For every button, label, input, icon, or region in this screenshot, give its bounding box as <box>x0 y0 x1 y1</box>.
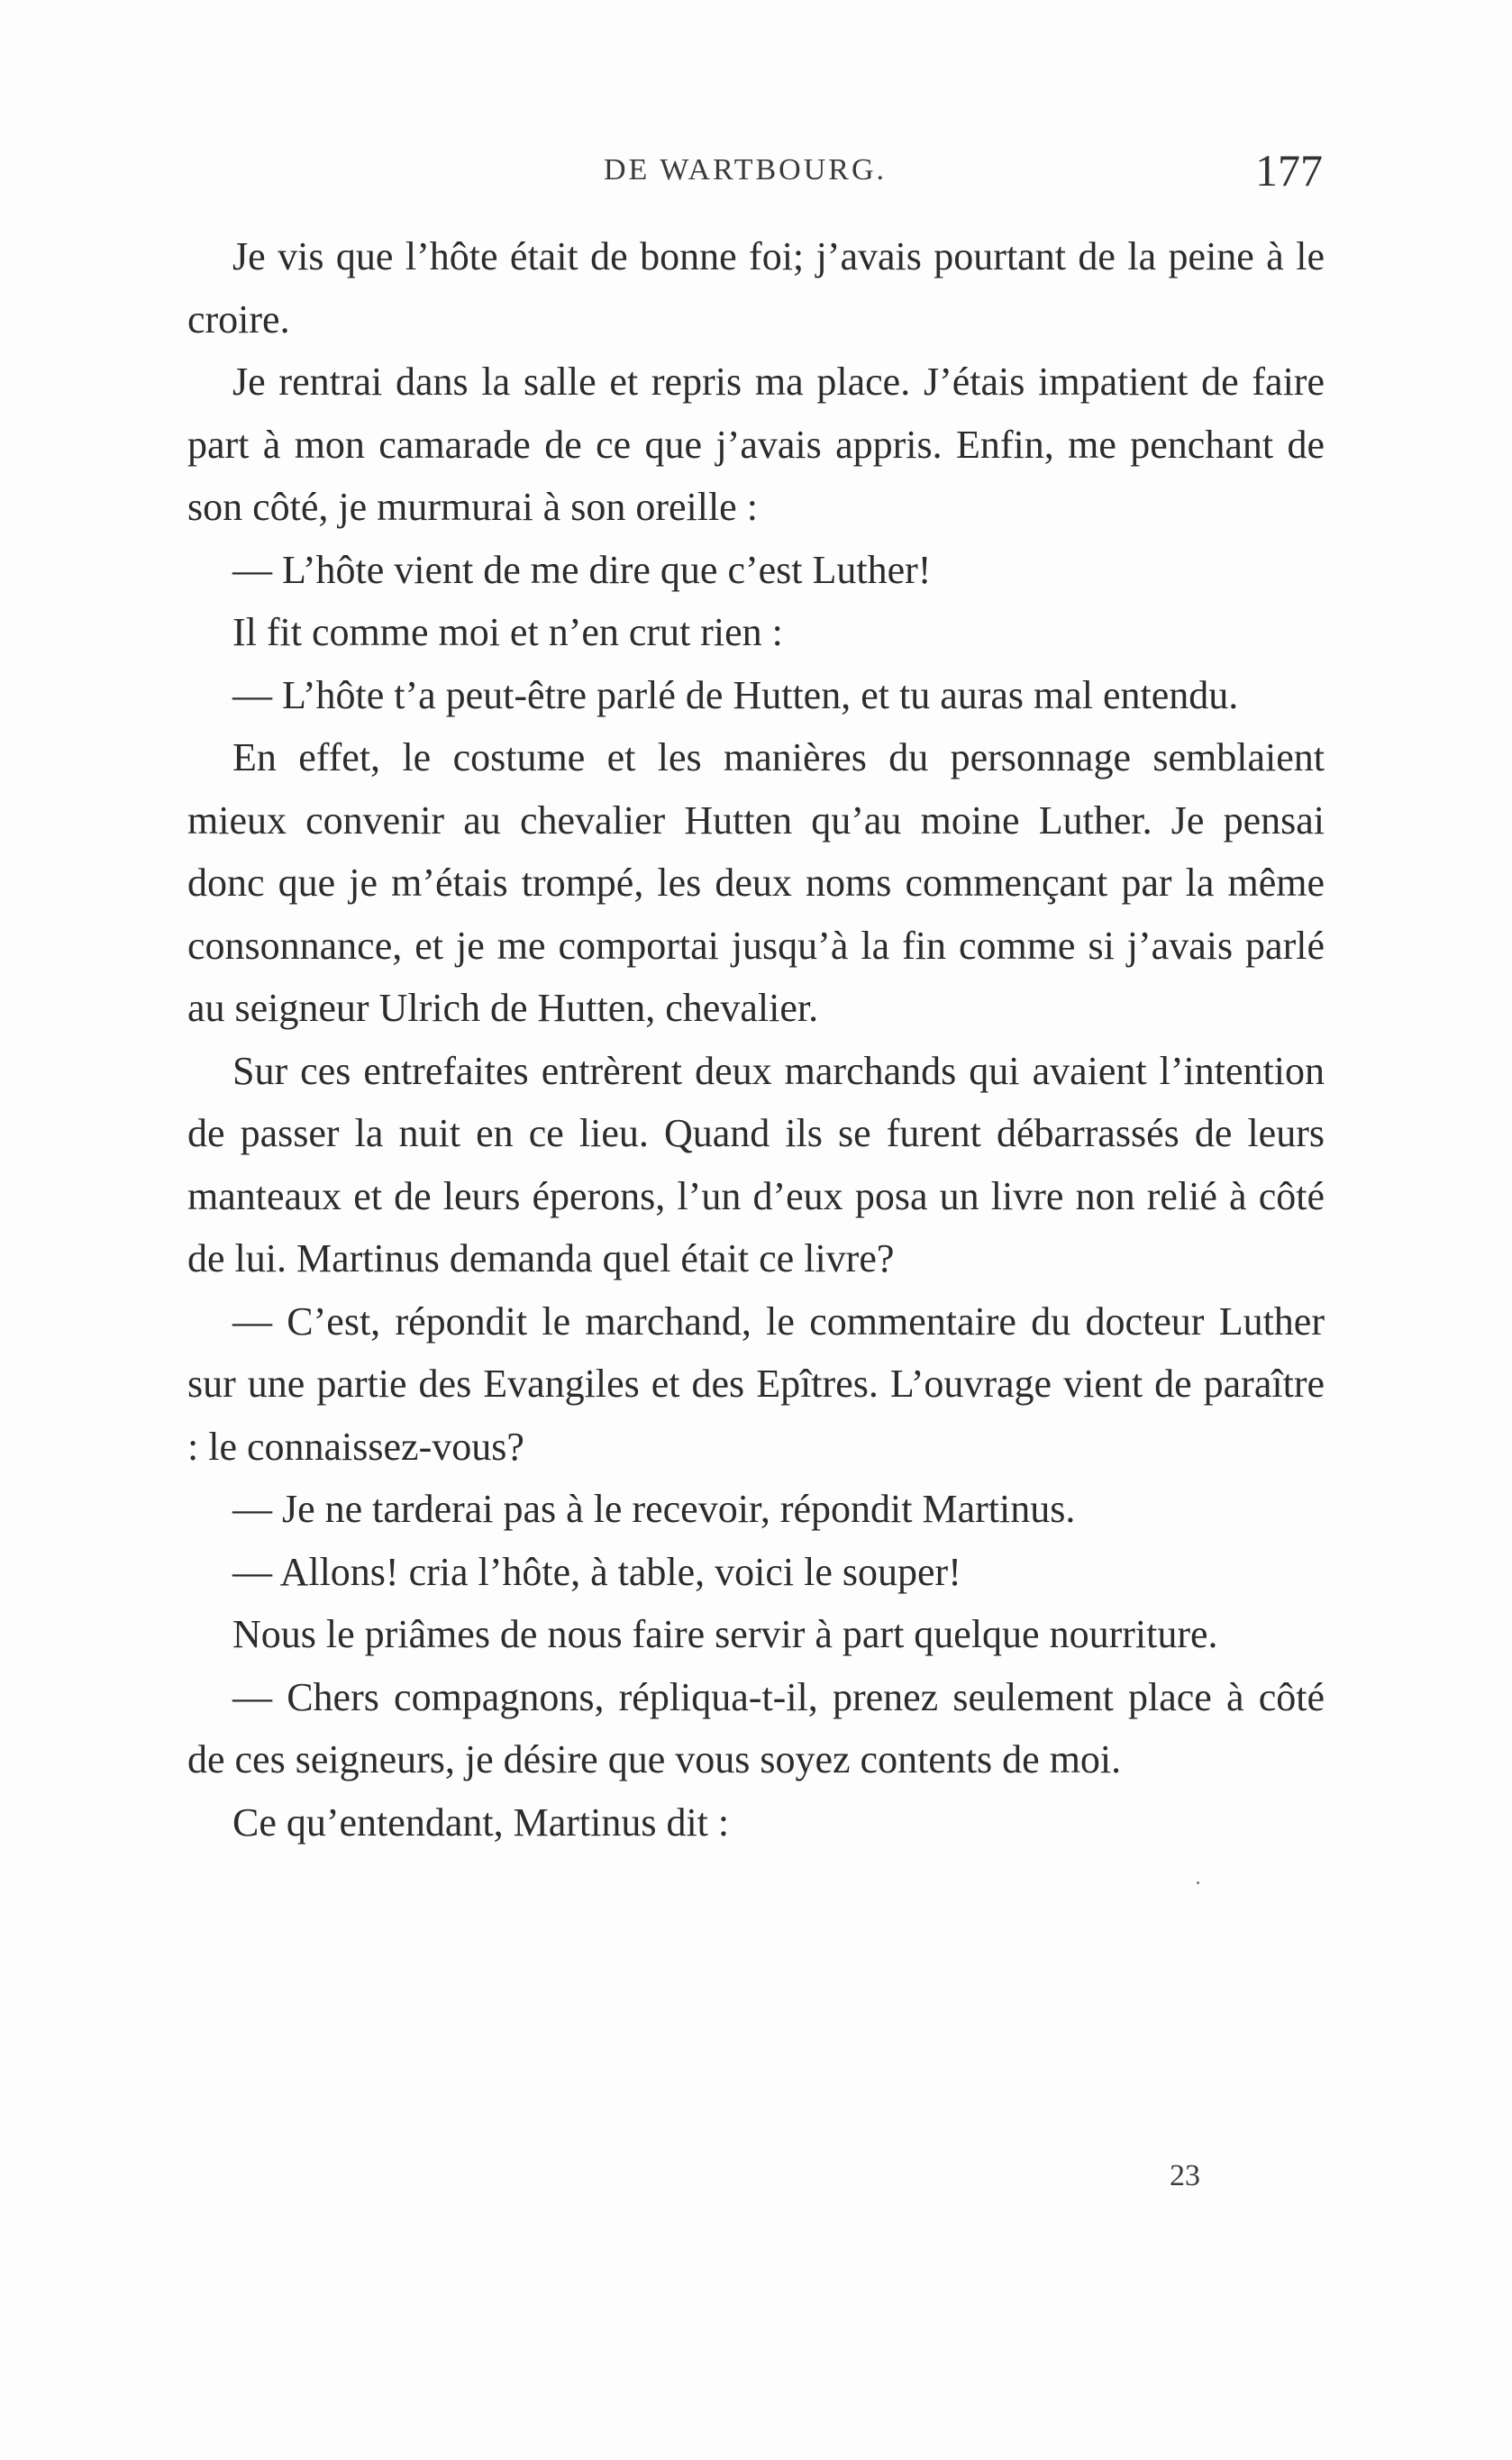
signature-mark: 23 <box>1170 2159 1200 2192</box>
paragraph: Il fit comme moi et n’en crut rien : <box>232 610 783 654</box>
paragraph: Sur ces entrefaites entrèrent deux marchands qui avaient l’intention de passer la nuit en ce lieu. Quand ils se furent débarrassés de leurs manteaux et de leurs éperons, l’un d’eux posa un livre non relié à côté de lui. Martinus demanda quel était ce livre? <box>187 1048 1325 1280</box>
running-head <box>0 144 1512 198</box>
paragraph: Je vis que l’hôte était de bonne foi; j’avais pourtant de la peine à le croire. <box>187 234 1325 342</box>
page-number: 177 <box>1255 145 1323 196</box>
running-title: DE WARTBOURG. <box>604 153 888 187</box>
paragraph: — L’hôte t’a peut-être parlé de Hutten, et tu auras mal entendu. <box>232 672 1239 717</box>
paragraph: — Allons! cria l’hôte, à table, voici le souper! <box>232 1549 961 1594</box>
paragraph: — Je ne tarderai pas à le recevoir, répondit Martinus. <box>232 1487 1076 1531</box>
paragraph: En effet, le costume et les manières du personnage semblaient mieux convenir au chevalier Hutten qu’au moine Luther. Je pensai donc que je m’étais trompé, les deux noms commençant par la même consonnance, et je me comportai jusqu’à la fin comme si j’avais parlé au seigneur Ulrich de Hutten, chevalier. <box>187 735 1325 1030</box>
paragraph: Je rentrai dans la salle et repris ma place. J’étais impatient de faire part à mon camarade de ce que j’avais appris. Enfin, me penchant de son côté, je murmurai à son oreille : <box>187 360 1325 529</box>
body-text <box>187 225 1325 1854</box>
paper-speck <box>1197 1881 1199 1884</box>
paragraph: — C’est, répondit le marchand, le commentaire du docteur Luther sur une partie des Evangiles et des Epîtres. L’ouvrage vient de paraître : le connaissez-vous? <box>187 1298 1325 1469</box>
paragraph: Nous le priâmes de nous faire servir à part quelque nourriture. <box>232 1612 1218 1656</box>
paragraph: — Chers compagnons, répliqua-t-il, prenez seulement place à côté de ces seigneurs, je désire que vous soyez contents de moi. <box>187 1674 1325 1781</box>
paragraph: — L’hôte vient de me dire que c’est Luther! <box>232 547 932 592</box>
paragraph: Ce qu’entendant, Martinus dit : <box>232 1799 730 1845</box>
